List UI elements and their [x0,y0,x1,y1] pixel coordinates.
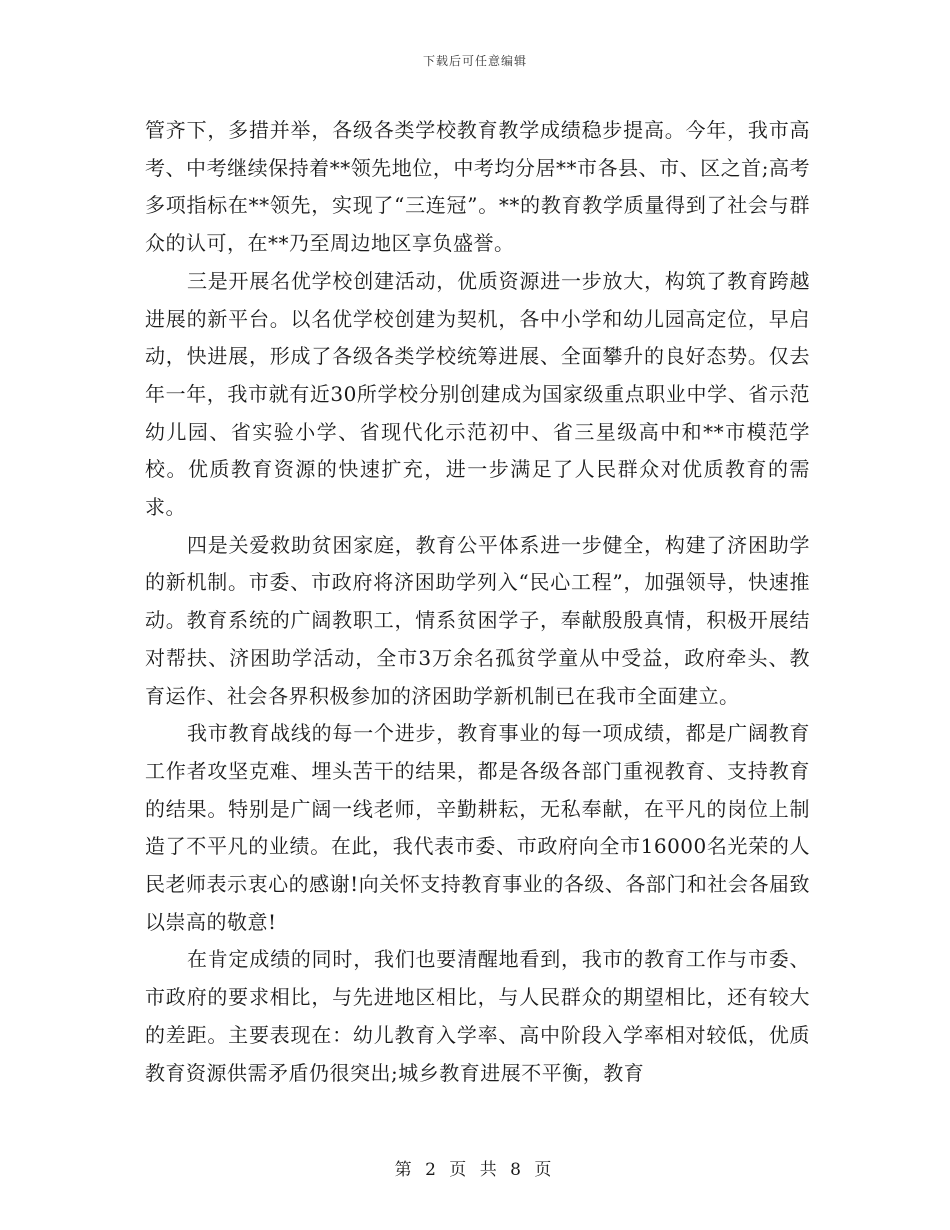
paragraph-shortcomings: 在肯定成绩的同时，我们也要清醒地看到，我市的教育工作与市委、市政府的要求相比，与先进地区相比，与人民群众的期望相比，还有较大的差距。主要表现在：幼儿教育入学率、高中阶段入学率相对较低，优质教育资源供需矛盾仍很突出;城乡教育进展不平衡，教育 [145,947,810,1085]
page-header-note: 下载后可任意编辑 [422,54,527,68]
paragraph-point-four: 四是关爱救助贫困家庭，教育公平体系进一步健全，构建了济困助学的新机制。市委、市政府将济困助学列入“民心工程”，加强领导，快速推动。教育系统的广阔教职工，情系贫困学子，奉献殷殷真情，积极开展结对帮扶、济困助学活动，全市3万余名孤贫学童从中受益，政府牵头、教育运作、社会各界积极参加的济困助学新机制已在我市全面建立。 [145,532,810,708]
paragraph-point-three: 三是开展名优学校创建活动，优质资源进一步放大，构筑了教育跨越进展的新平台。以名优学校创建为契机，各中小学和幼儿园高定位，早启动，快进展，形成了各级各类学校统筹进展、全面攀升的良好态势。仅去年一年，我市就有近30所学校分别创建成为国家级重点职业中学、省示范幼儿园、省实验小学、省现代化示范初中、省三星级高中和**市模范学校。优质教育资源的快速扩充，进一步满足了人民群众对优质教育的需求。 [145,268,810,520]
paragraph-continuation: 管齐下，多措并举，各级各类学校教育教学成绩稳步提高。今年，我市高考、中考继续保持着**领先地位，中考均分居**市各县、市、区之首;高考多项指标在**领先，实现了“三连冠”。**的教育教学质量得到了社会与群众的认可，在**乃至周边地区享负盛誉。 [145,118,810,256]
paragraph-acknowledgement: 我市教育战线的每一个进步，教育事业的每一项成绩，都是广阔教育工作者攻坚克难、埋头苦干的结果，都是各级各部门重视教育、支持教育的结果。特别是广阔一线老师，辛勤耕耘，无私奉献，在平凡的岗位上制造了不平凡的业绩。在此，我代表市委、市政府向全市16000名光荣的人民老师表示衷心的感谢!向关怀支持教育事业的各级、各部门和社会各届致以崇高的敬意! [145,721,810,934]
page-number: 第 2 页 共 8 页 [394,1160,556,1180]
document-body [145,112,810,1092]
